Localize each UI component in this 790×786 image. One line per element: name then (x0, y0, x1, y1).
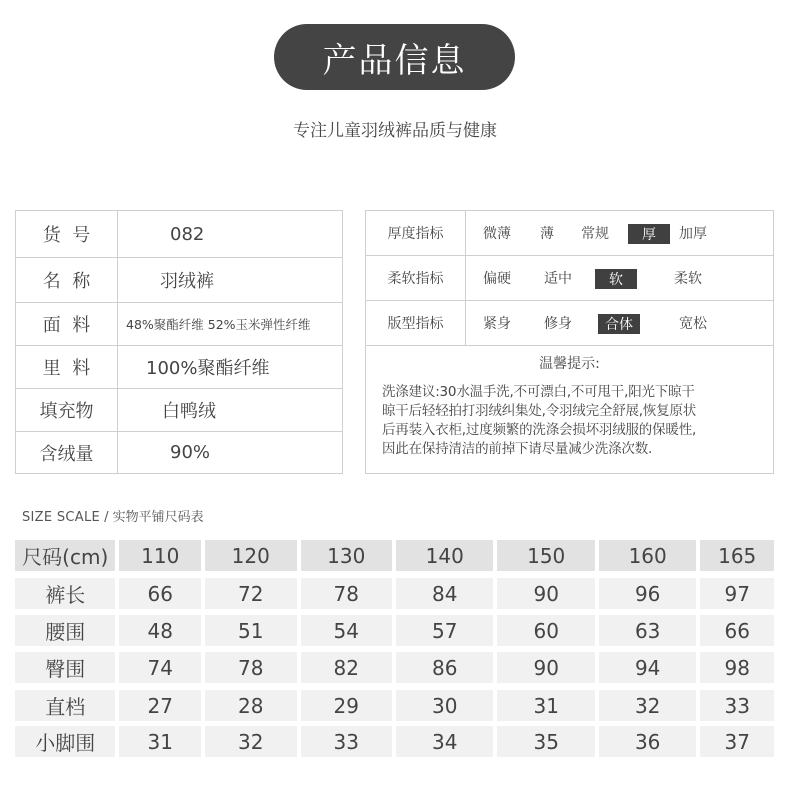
attr-row-softness (366, 256, 773, 301)
section-title-badge (274, 24, 515, 90)
care-tip-line: 洗涤建议:30水温手洗,不可漂白,不可甩干,阳光下晾干 (382, 384, 695, 400)
size-table-row (15, 615, 774, 646)
size-cell: 86 (396, 652, 493, 683)
attr-option: 偏硬 (483, 271, 511, 287)
size-table-row (15, 690, 774, 721)
attr-option: 修身 (544, 316, 572, 332)
info-label: 含绒量 (16, 432, 118, 473)
size-cell: 66 (119, 578, 201, 609)
attr-label: 版型指标 (366, 301, 466, 345)
care-tip-title: 温馨提示: (539, 356, 600, 372)
attr-option: 薄 (540, 226, 554, 242)
size-cell: 31 (497, 690, 594, 721)
size-cell: 94 (599, 652, 696, 683)
size-cell: 90 (497, 652, 594, 683)
size-cell: 54 (301, 615, 393, 646)
size-caption-cn: / 实物平铺尺码表 (100, 510, 204, 525)
attr-row-thickness (366, 211, 773, 256)
care-tip-line: 因此在保持清洁的前掉下请尽量减少洗涤次数. (382, 441, 653, 457)
info-label: 名 称 (16, 258, 118, 302)
size-cell: 84 (396, 578, 493, 609)
size-cell: 78 (205, 652, 297, 683)
size-header-cell: 120 (205, 540, 297, 571)
attr-option: 常规 (581, 226, 609, 242)
product-info-table (15, 210, 343, 474)
product-attributes-table (365, 210, 774, 474)
attr-label: 柔软指标 (366, 256, 466, 300)
info-row (16, 389, 342, 432)
size-cell: 78 (301, 578, 393, 609)
attr-option: 紧身 (483, 316, 511, 332)
size-header-cell: 150 (497, 540, 594, 571)
size-cell: 51 (205, 615, 297, 646)
size-cell: 31 (119, 726, 201, 757)
info-row (16, 432, 342, 473)
size-cell: 30 (396, 690, 493, 721)
attr-row-fit (366, 301, 773, 346)
attr-option: 柔软 (674, 271, 702, 287)
size-header-cell: 110 (119, 540, 201, 571)
size-cell: 90 (497, 578, 594, 609)
size-cell: 82 (301, 652, 393, 683)
size-cell: 28 (205, 690, 297, 721)
info-label: 货 号 (16, 211, 118, 257)
attr-option-selected: 软 (595, 269, 637, 289)
size-row-label: 臀围 (15, 652, 115, 683)
size-table-row (15, 726, 774, 757)
size-row-label: 腰围 (15, 615, 115, 646)
page-title: 产品信息 (322, 40, 467, 81)
size-cell: 60 (497, 615, 594, 646)
size-header-cell: 140 (396, 540, 493, 571)
size-cell: 34 (396, 726, 493, 757)
info-value: 白鸭绒 (162, 401, 216, 422)
info-row (16, 346, 342, 389)
size-table-row (15, 652, 774, 683)
info-row (16, 211, 342, 258)
size-row-label: 直档 (15, 690, 115, 721)
info-value: 082 (170, 223, 205, 245)
size-cell: 27 (119, 690, 201, 721)
info-value: 90% (170, 442, 211, 463)
attr-label: 厚度指标 (366, 211, 466, 255)
info-value: 48%聚酯纤维 52%玉米弹性纤维 (126, 317, 311, 332)
page-subtitle: 专注儿童羽绒裤品质与健康 (293, 121, 497, 141)
info-label: 填充物 (16, 389, 118, 431)
size-row-label: 裤长 (15, 578, 115, 609)
size-cell: 57 (396, 615, 493, 646)
info-value: 100%聚酯纤维 (146, 358, 270, 379)
attr-option-selected: 合体 (598, 314, 640, 334)
size-row-label: 小脚围 (15, 726, 115, 757)
size-cell: 35 (497, 726, 594, 757)
size-cell: 63 (599, 615, 696, 646)
size-cell: 32 (599, 690, 696, 721)
size-header-cell: 160 (599, 540, 696, 571)
size-cell: 74 (119, 652, 201, 683)
care-tip-line: 晾干后轻轻拍打羽绒纠集处,令羽绒完全舒展,恢复原状 (382, 403, 697, 419)
size-table-header (15, 540, 774, 571)
size-header-cell: 130 (301, 540, 393, 571)
size-cell: 37 (700, 726, 774, 757)
attr-option: 加厚 (679, 226, 707, 242)
size-scale-caption (22, 506, 204, 525)
size-caption-en: SIZE SCALE (22, 510, 101, 525)
size-table-row (15, 578, 774, 609)
size-cell: 96 (599, 578, 696, 609)
attr-option: 宽松 (679, 316, 707, 332)
attr-option: 适中 (544, 271, 572, 287)
size-cell: 36 (599, 726, 696, 757)
care-tip-line: 后再装入衣柜,过度频繁的洗涤会损坏羽绒服的保暖性, (382, 422, 697, 438)
size-header-cell: 尺码(cm) (15, 540, 115, 571)
size-cell: 33 (700, 690, 774, 721)
size-header-cell: 165 (700, 540, 774, 571)
info-row (16, 258, 342, 303)
size-cell: 33 (301, 726, 393, 757)
care-tip-text (382, 383, 764, 459)
size-cell: 66 (700, 615, 774, 646)
size-cell: 72 (205, 578, 297, 609)
info-label: 里 料 (16, 346, 118, 388)
attr-option-selected: 厚 (628, 224, 670, 244)
size-cell: 48 (119, 615, 201, 646)
info-label: 面 料 (16, 303, 118, 345)
info-value: 羽绒裤 (160, 271, 214, 292)
size-cell: 98 (700, 652, 774, 683)
info-row (16, 303, 342, 346)
size-cell: 32 (205, 726, 297, 757)
size-cell: 29 (301, 690, 393, 721)
attr-option: 微薄 (483, 226, 511, 242)
size-cell: 97 (700, 578, 774, 609)
